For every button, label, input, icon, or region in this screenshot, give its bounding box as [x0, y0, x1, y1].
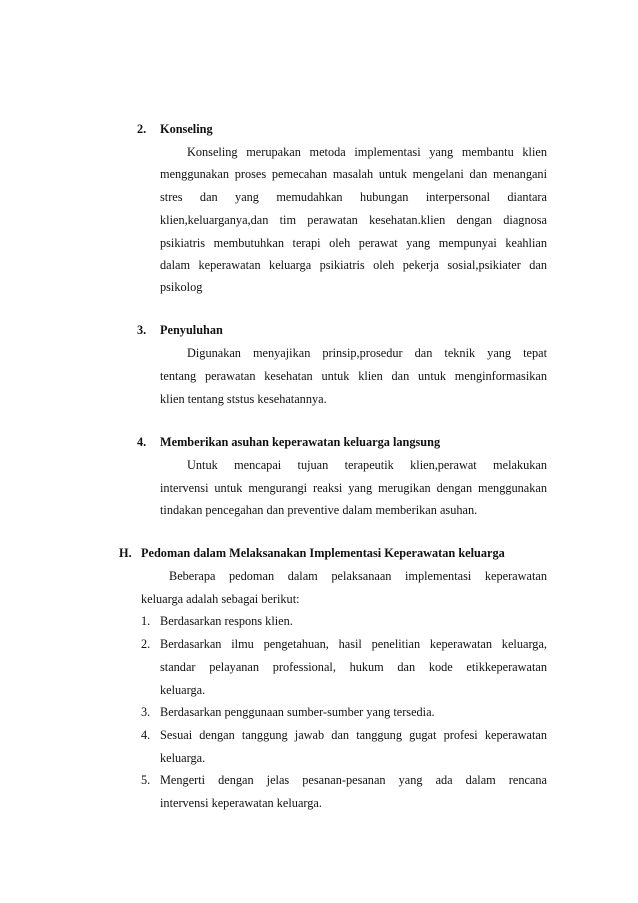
list-item-1-number: 1. — [141, 614, 151, 628]
list-item-2-line-3: keluarga. — [160, 683, 206, 697]
list-item-4-number: 4. — [141, 728, 151, 742]
list-item-4-line-2: keluarga. — [160, 751, 206, 765]
section-3-number: 3. — [137, 323, 147, 337]
section-2-line-7: psikolog — [160, 280, 203, 294]
list-item-3-number: 3. — [141, 705, 151, 719]
section-h-intro-line-1: Beberapa pedoman dalam pelaksanaan implementasi keperawatan — [169, 569, 547, 583]
section-3-line-3: klien tentang ststus kesehatannya. — [160, 392, 327, 406]
list-item-5-number: 5. — [141, 773, 151, 787]
section-4-number: 4. — [137, 435, 147, 449]
section-2-number: 2. — [137, 122, 147, 136]
list-item-2-number: 2. — [141, 637, 151, 651]
section-3-line-1: Digunakan menyajikan prinsip,prosedur dan teknik yang tepat — [187, 346, 547, 360]
list-item-4-line-1: Sesuai dengan tanggung jawab dan tanggung gugat profesi keperawatan — [160, 728, 547, 742]
section-2-line-3: stres dan yang memudahkan hubungan interpersonal diantara — [160, 190, 547, 204]
section-2-line-4: klien,keluarganya,dan tim perawatan kesehatan.klien dengan diagnosa — [160, 213, 547, 227]
section-2-line-6: dalam keperawatan keluarga psikiatris oleh pekerja sosial,psikiater dan — [160, 258, 547, 272]
list-item-3-line-1: Berdasarkan penggunaan sumber-sumber yang tersedia. — [160, 705, 435, 719]
section-h-title: Pedoman dalam Melaksanakan Implementasi Keperawatan keluarga — [141, 546, 505, 560]
list-item-5-line-1: Mengerti dengan jelas pesanan-pesanan yang ada dalam rencana — [160, 773, 547, 787]
section-2-line-2: menggunakan proses pemecahan masalah untuk mengelani dan menangani — [160, 167, 547, 181]
list-item-2-line-2: standar pelayanan professional, hukum dan kode etikkeperawatan — [160, 660, 547, 674]
section-h-intro-line-2: keluarga adalah sebagai berikut: — [141, 592, 300, 606]
section-4-line-1: Untuk mencapai tujuan terapeutik klien,perawat melakukan — [187, 458, 547, 472]
list-item-5-line-2: intervensi keperawatan keluarga. — [160, 796, 322, 810]
section-h-letter: H. — [119, 546, 132, 560]
section-2-line-5: psikiatris membutuhkan terapi oleh perawat yang mempunyai keahlian — [160, 236, 547, 250]
section-4-title: Memberikan asuhan keperawatan keluarga langsung — [160, 435, 441, 449]
section-3-line-2: tentang perawatan kesehatan untuk klien dan untuk menginformasikan — [160, 369, 547, 383]
section-2-line-1: Konseling merupakan metoda implementasi yang membantu klien — [187, 145, 547, 159]
section-3-title: Penyuluhan — [160, 323, 223, 337]
list-item-2-line-1: Berdasarkan ilmu pengetahuan, hasil penelitian keperawatan keluarga, — [160, 637, 547, 651]
section-2-title: Konseling — [160, 122, 213, 136]
list-item-1-line-1: Berdasarkan respons klien. — [160, 614, 293, 628]
section-4-line-3: tindakan pencegahan dan preventive dalam memberikan asuhan. — [160, 503, 478, 517]
section-4-line-2: intervensi untuk mengurangi reaksi yang merugikan dengan menggunakan — [160, 481, 547, 495]
